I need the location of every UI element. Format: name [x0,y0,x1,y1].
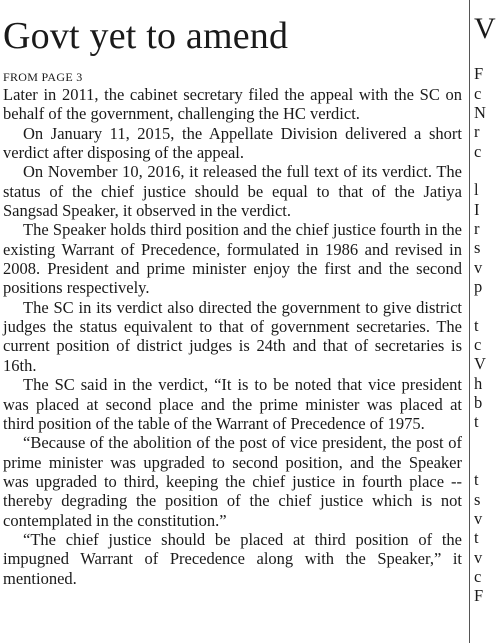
adjacent-line-fragment: t [474,316,479,335]
adjacent-line-fragment: v [474,509,483,528]
adjacent-line-fragment: t [474,528,479,547]
paragraph-8: “The chief justice should be placed at third position of the impugned Warrant of Precedence along with the Speaker,” it mentioned. [3,529,462,588]
adjacent-headline-fragment: V [474,12,496,45]
adjacent-line-fragment: V [474,354,486,373]
adjacent-line-fragment: F [474,64,484,83]
adjacent-line-fragment: c [474,567,482,586]
adjacent-line-fragment: F [474,586,484,605]
adjacent-line-fragment: v [474,258,483,277]
article-headline: Govt yet to amend [3,15,289,57]
adjacent-line-fragment: v [474,548,483,567]
adjacent-line-fragment: h [474,374,483,393]
adjacent-line-fragment: p [474,277,483,296]
adjacent-line-fragment: N [474,103,486,122]
adjacent-line-fragment: r [474,219,480,238]
adjacent-line-fragment: I [474,200,480,219]
adjacent-line-fragment: s [474,490,481,509]
adjacent-line-fragment: l [474,180,479,199]
adjacent-line-fragment: t [474,412,479,431]
news-article [3,14,462,588]
paragraph-7: “Because of the abolition of the post of vice president, the post of prime minister was upgraded to second position, and the Speaker was upgraded to third, keeping the chief justice in fourth place -- thereby degrading the position of the chief justice which is not contemplated in the constitution.” [3,433,462,530]
paragraph-4: The Speaker holds third position and the chief justice fourth in the existing Warrant of Precedence, formulated in 1986 and revised in 2008. President and prime minister enjoy the first and the second positions respectively. [3,220,462,298]
paragraph-2: On January 11, 2015, the Appellate Division delivered a short verdict after disposing of the appeal. [3,123,462,163]
adjacent-line-fragment: r [474,122,480,141]
paragraph-5: The SC in its verdict also directed the government to give district judges the status equivalent to that of government secretaries. The current position of district judges is 24th and that of secretaries is 16th. [3,297,462,375]
adjacent-line-fragment: b [474,393,483,412]
column-divider [469,0,470,643]
adjacent-line-fragment: t [474,470,479,489]
article-dateline: FROM PAGE 3 [3,70,83,84]
article-body [3,85,462,588]
adjacent-column-fragment [474,0,496,643]
paragraph-6: The SC said in the verdict, “It is to be noted that vice president was placed at second place and the prime minister was placed at third position of the table of the Warrant of Precedence of 1975. [3,375,462,433]
adjacent-line-fragment: c [474,142,482,161]
adjacent-line-fragment: s [474,238,481,257]
paragraph-1: Later in 2011, the cabinet secretary filed the appeal with the SC on behalf of the government, challenging the HC verdict. [3,85,462,124]
adjacent-line-fragment: c [474,84,482,103]
paragraph-3: On November 10, 2016, it released the full text of its verdict. The status of the chief justice should be equal to that of the Jatiya Sangsad Speaker, it observed in the verdict. [3,162,462,221]
adjacent-line-fragment: c [474,335,482,354]
